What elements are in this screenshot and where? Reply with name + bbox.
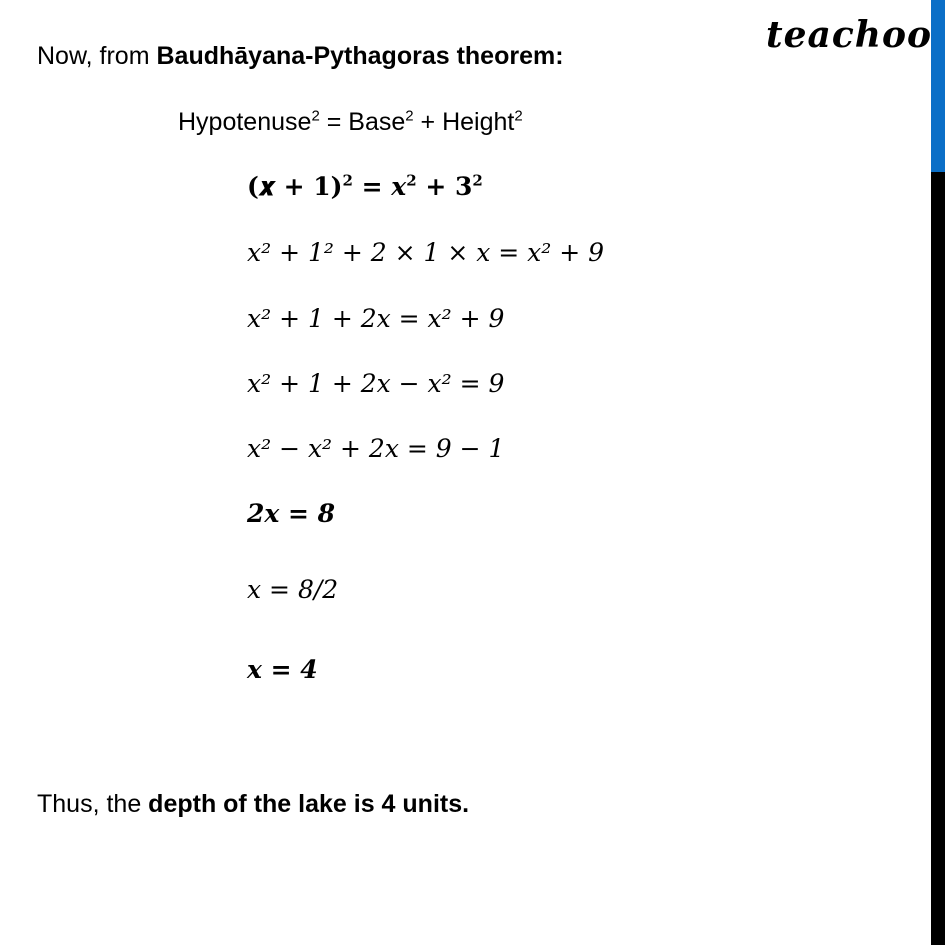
conclusion-text: Thus, the (37, 790, 149, 818)
equation-line-1-lhs: (𝒙 + 𝟏) (247, 172, 343, 201)
equation-line-7: x = 8/2 (247, 575, 339, 604)
hypotenuse-label: Hypotenuse (178, 108, 312, 136)
teachoo-logo: teachoo (766, 14, 932, 56)
intro-text: Now, from (37, 42, 157, 70)
exp: 2 (311, 107, 320, 125)
height-label: + Height (413, 108, 515, 136)
equation-line-5: x² − x² + 2x = 9 − 1 (247, 434, 505, 463)
equation-line-8: x = 4 (247, 655, 318, 684)
equation-line-2: x² + 1² + 2 × 1 × x = x² + 9 (247, 238, 605, 267)
theorem-formula (178, 108, 523, 137)
conclusion-answer: depth of the lake is 4 units. (148, 790, 470, 818)
equation-line-4: x² + 1 + 2x − x² = 9 (247, 369, 505, 398)
accent-bar (931, 0, 945, 172)
theorem-name: Baudhāyana-Pythagoras theorem: (156, 42, 564, 70)
conclusion-line (37, 790, 469, 819)
equation-line-3: x² + 1 + 2x = x² + 9 (247, 304, 505, 333)
intro-line (37, 42, 564, 71)
equation-line-6: 2x = 8 (247, 499, 336, 528)
exp: 2 (405, 107, 414, 125)
equation-line-1: (𝒙 + 𝟏)$^2$ = $x^2 + 3^2$ (247, 171, 483, 201)
base-label: = Base (319, 108, 406, 136)
exp: 2 (514, 107, 523, 125)
side-bar (931, 172, 945, 945)
